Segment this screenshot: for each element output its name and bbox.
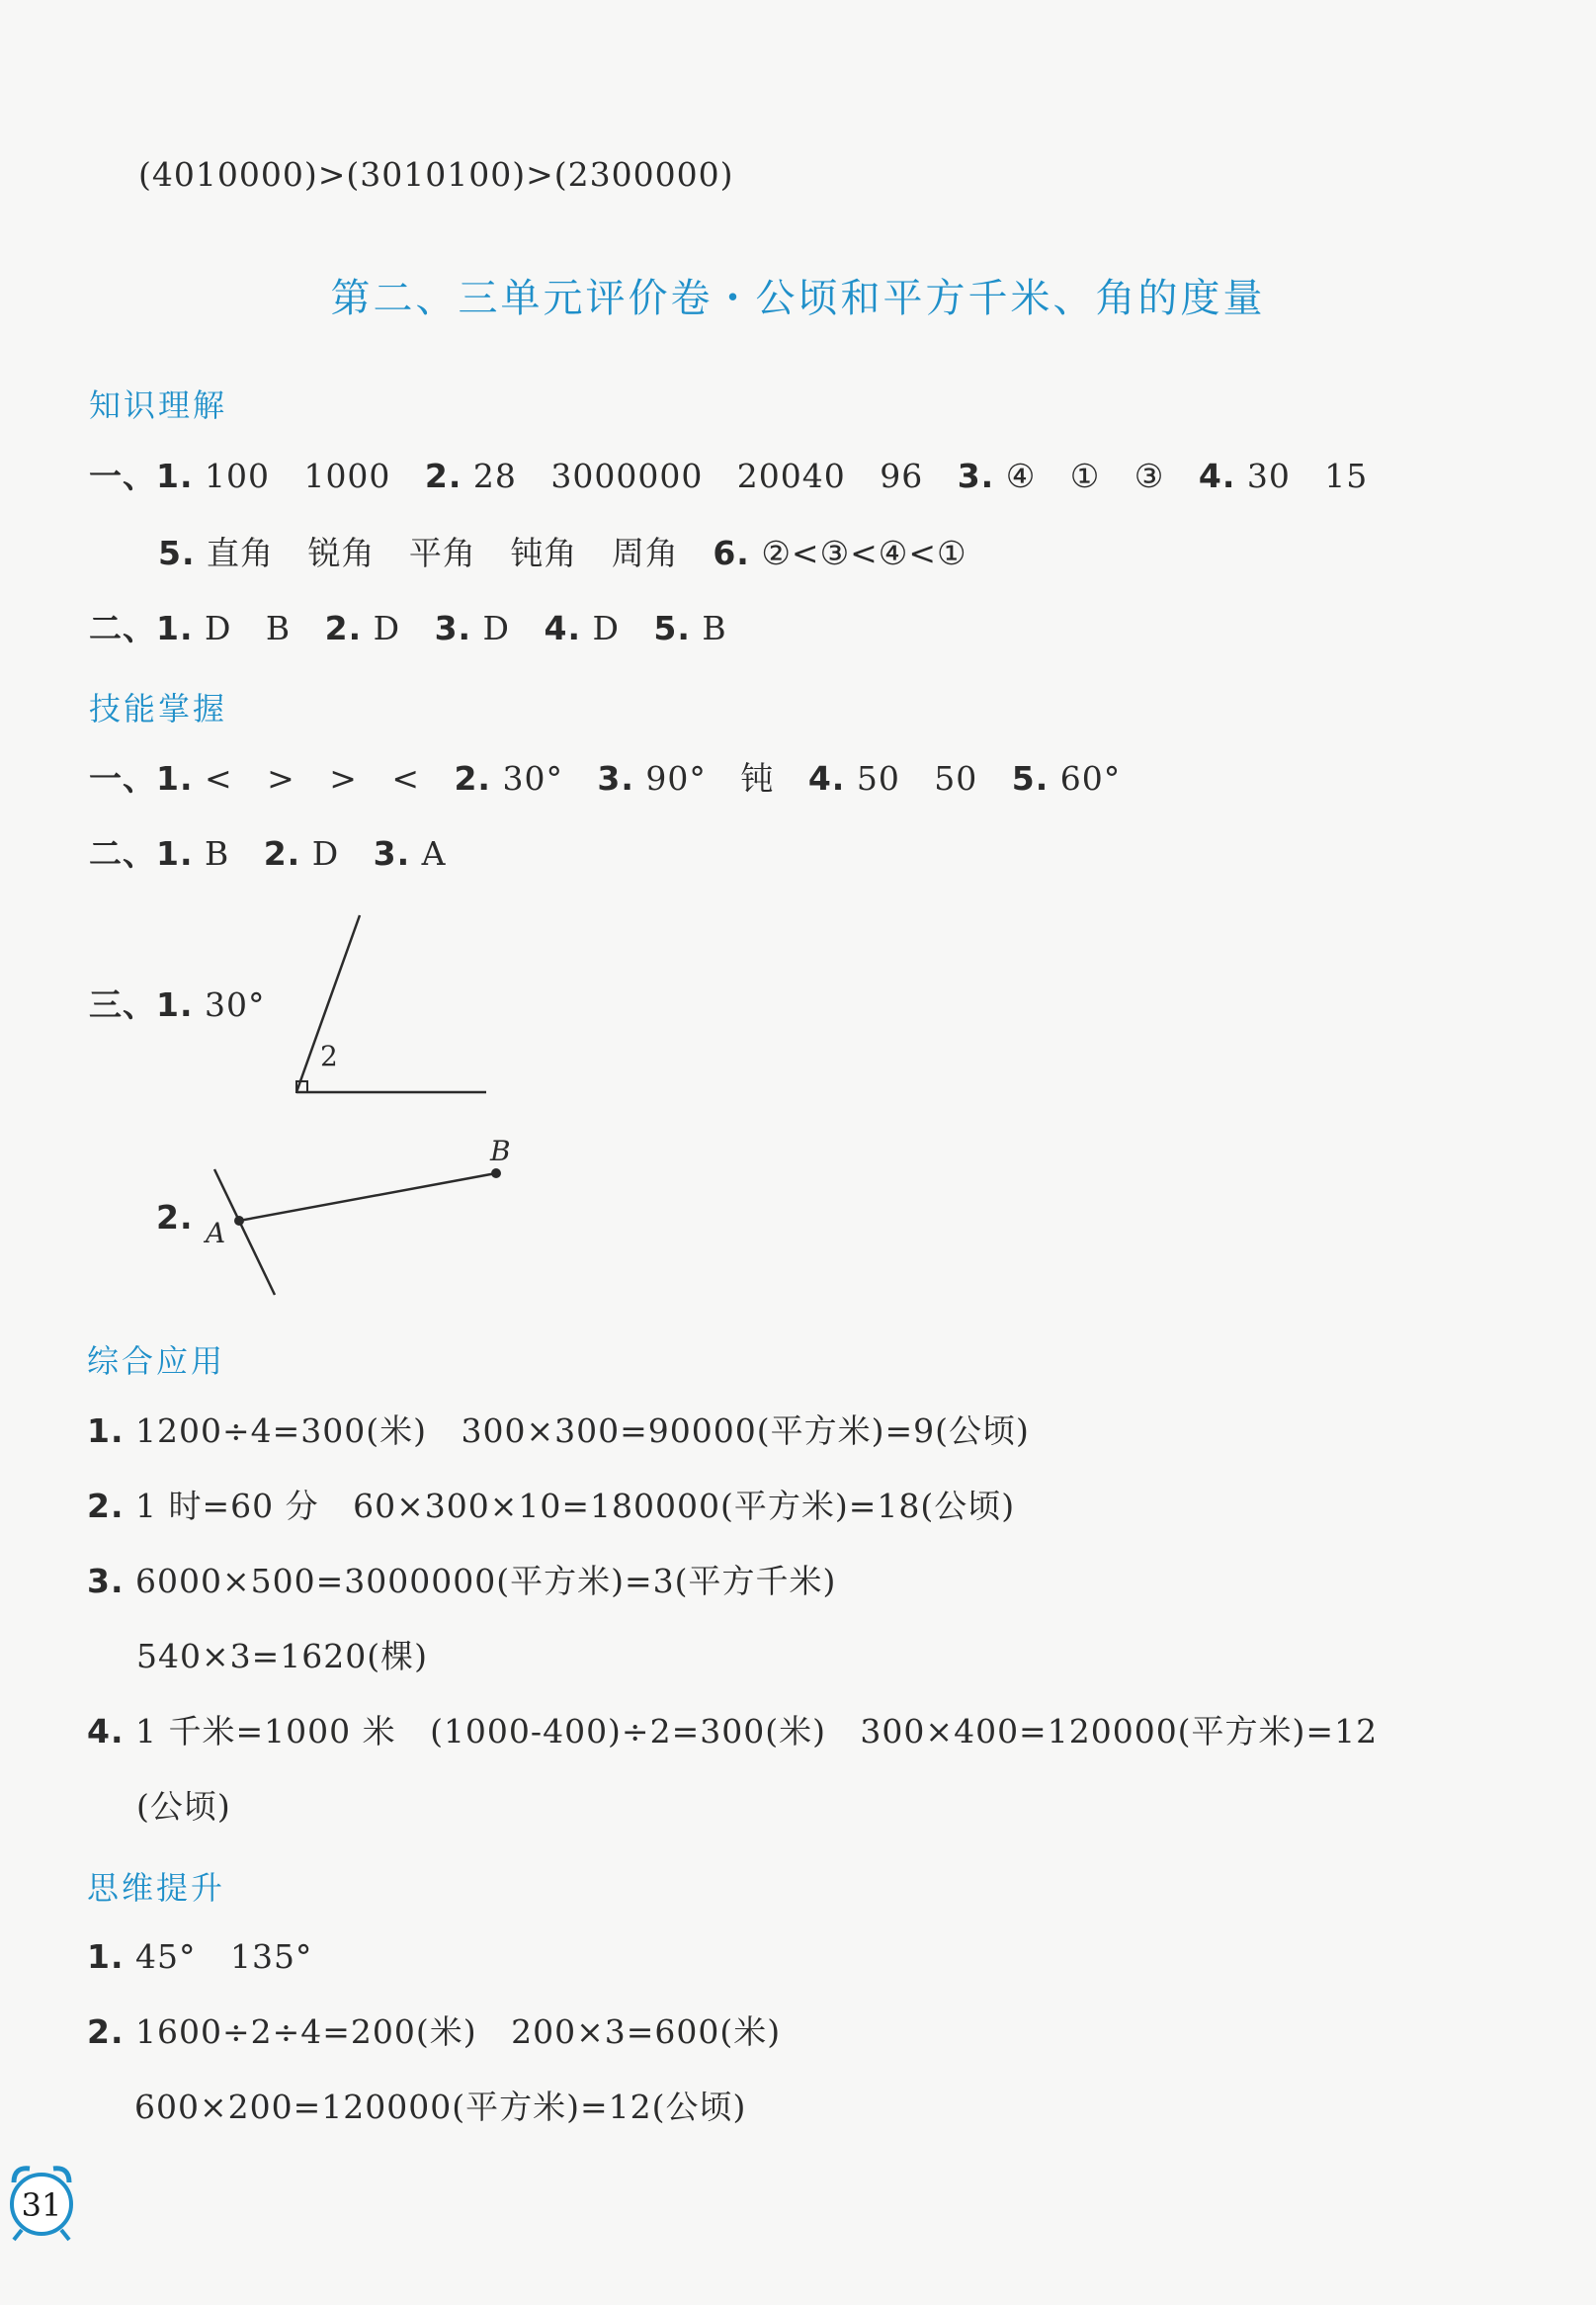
point-b	[491, 1168, 501, 1178]
section-heading-skills: 技能掌握	[89, 690, 228, 727]
clock-leg-left-icon	[14, 2230, 22, 2240]
part-label: 二、	[89, 609, 156, 647]
answer-text: B	[193, 834, 264, 873]
answer-line-jn-1	[89, 757, 1121, 801]
section-heading-application: 综合应用	[87, 1342, 226, 1380]
page-title: 第二、三单元评价卷・公顷和平方千米、角的度量	[330, 276, 1266, 321]
q-num: 2.	[454, 759, 491, 798]
answer-text: A	[410, 834, 447, 873]
answer-text: D	[580, 609, 654, 647]
answer-text: D	[362, 609, 435, 647]
q-num: 1.	[156, 985, 194, 1024]
clock-leg-right-icon	[61, 2230, 69, 2240]
q-num: 1.	[156, 759, 194, 798]
q-num: 1.	[156, 609, 194, 647]
answer-text: 90° 钝	[633, 759, 808, 798]
answer-line-zh-3b: 540×3=1620(棵)	[136, 1637, 429, 1675]
answer-text: 1600÷2÷4=200(米) 200×3=600(米)	[124, 2012, 782, 2051]
answer-line-zs-1	[89, 455, 1368, 498]
answer-text: 6000×500=3000000(平方米)=3(平方千米)	[124, 1562, 837, 1600]
section-heading-knowledge: 知识理解	[89, 386, 228, 424]
answer-line-zh-4	[87, 1710, 1378, 1753]
q-num: 1.	[156, 457, 194, 495]
answer-text: D	[300, 834, 374, 873]
answer-text: 1 千米=1000 米 (1000-400)÷2=300(米) 300×400=120000(平方米)=12	[124, 1712, 1379, 1750]
part-label: 一、	[89, 759, 156, 798]
q-num: 1.	[156, 834, 194, 873]
answer-text: < > > <	[193, 759, 455, 798]
angle-label: 2	[320, 1040, 338, 1072]
answer-text: 60°	[1049, 759, 1122, 798]
answer-text: 28 3000000 20040 96	[462, 457, 958, 495]
answer-text: ④ ① ③	[994, 457, 1199, 495]
q-num: 4.	[544, 609, 581, 647]
q-num: 2.	[87, 2012, 125, 2051]
segment-ab	[239, 1173, 496, 1221]
q-num: 3.	[87, 1562, 125, 1600]
q-num: 3.	[373, 834, 411, 873]
q-num: 3.	[957, 457, 995, 495]
q-num: 2.	[424, 457, 462, 495]
q-num: 1.	[87, 1411, 125, 1450]
q-num: 5.	[158, 534, 196, 572]
answer-line-zh-3	[87, 1560, 836, 1603]
q-num: 3.	[597, 759, 634, 798]
answer-text: 1200÷4=300(米) 300×300=90000(平方米)=9(公顷)	[124, 1411, 1030, 1450]
q-num: 5.	[653, 609, 691, 647]
answer-line-sw-2b: 600×200=120000(平方米)=12(公顷)	[134, 2088, 747, 2126]
answer-text: 直角 锐角 平角 钝角 周角	[195, 534, 714, 572]
part-label: 二、	[89, 834, 156, 873]
q-num: 4.	[1198, 457, 1236, 495]
q-num: 5.	[1011, 759, 1050, 798]
answer-text: D	[471, 609, 545, 647]
answer-line-jn-3	[89, 983, 265, 1027]
answer-line-jn-2	[89, 832, 446, 876]
q-num: 4.	[87, 1712, 125, 1750]
answer-line-zh-1	[87, 1409, 1030, 1453]
point-a-label: A	[206, 1217, 226, 1249]
answer-text: ②<③<④<①	[749, 534, 967, 572]
q-num: 4.	[807, 759, 846, 798]
q-num: 2.	[87, 1487, 125, 1525]
answer-text: 30°	[490, 759, 598, 798]
answer-line-sw-1	[87, 1935, 312, 1979]
answer-line-sw-2	[87, 2010, 781, 2054]
answer-line-zs-2	[158, 532, 967, 575]
q-num: 2.	[156, 1198, 194, 1237]
answer-line-zs-3	[89, 607, 727, 650]
answer-text: B	[690, 609, 727, 647]
section-heading-thinking: 思维提升	[87, 1869, 226, 1907]
answer-line-zh-4b: (公顷)	[136, 1787, 231, 1826]
answer-text: 45° 135°	[124, 1937, 313, 1976]
answer-text: 100 1000	[193, 457, 425, 495]
q-num: 2.	[263, 834, 301, 873]
page-number: 31	[21, 2186, 62, 2224]
point-b-label: B	[490, 1135, 511, 1167]
answer-text: 1 时=60 分 60×300×10=180000(平方米)=18(公顷)	[124, 1487, 1016, 1525]
q-num: 6.	[713, 534, 750, 572]
page-number-badge	[0, 2155, 83, 2244]
point-a	[234, 1216, 244, 1226]
answer-text: 50 50	[845, 759, 1012, 798]
part-label: 一、	[89, 457, 156, 495]
top-answer-line: (4010000)>(3010100)>(2300000)	[138, 155, 734, 194]
q-num: 2.	[324, 609, 363, 647]
q-num: 3.	[434, 609, 472, 647]
q-num: 1.	[87, 1937, 125, 1976]
segment-figure	[188, 1127, 534, 1305]
answer-text: 30°	[193, 985, 266, 1024]
answer-text: 30 15	[1235, 457, 1369, 495]
angle-figure	[287, 909, 504, 1107]
answer-text: D B	[193, 609, 325, 647]
part-label: 三、	[89, 985, 156, 1024]
answer-line-zh-2	[87, 1485, 1015, 1528]
